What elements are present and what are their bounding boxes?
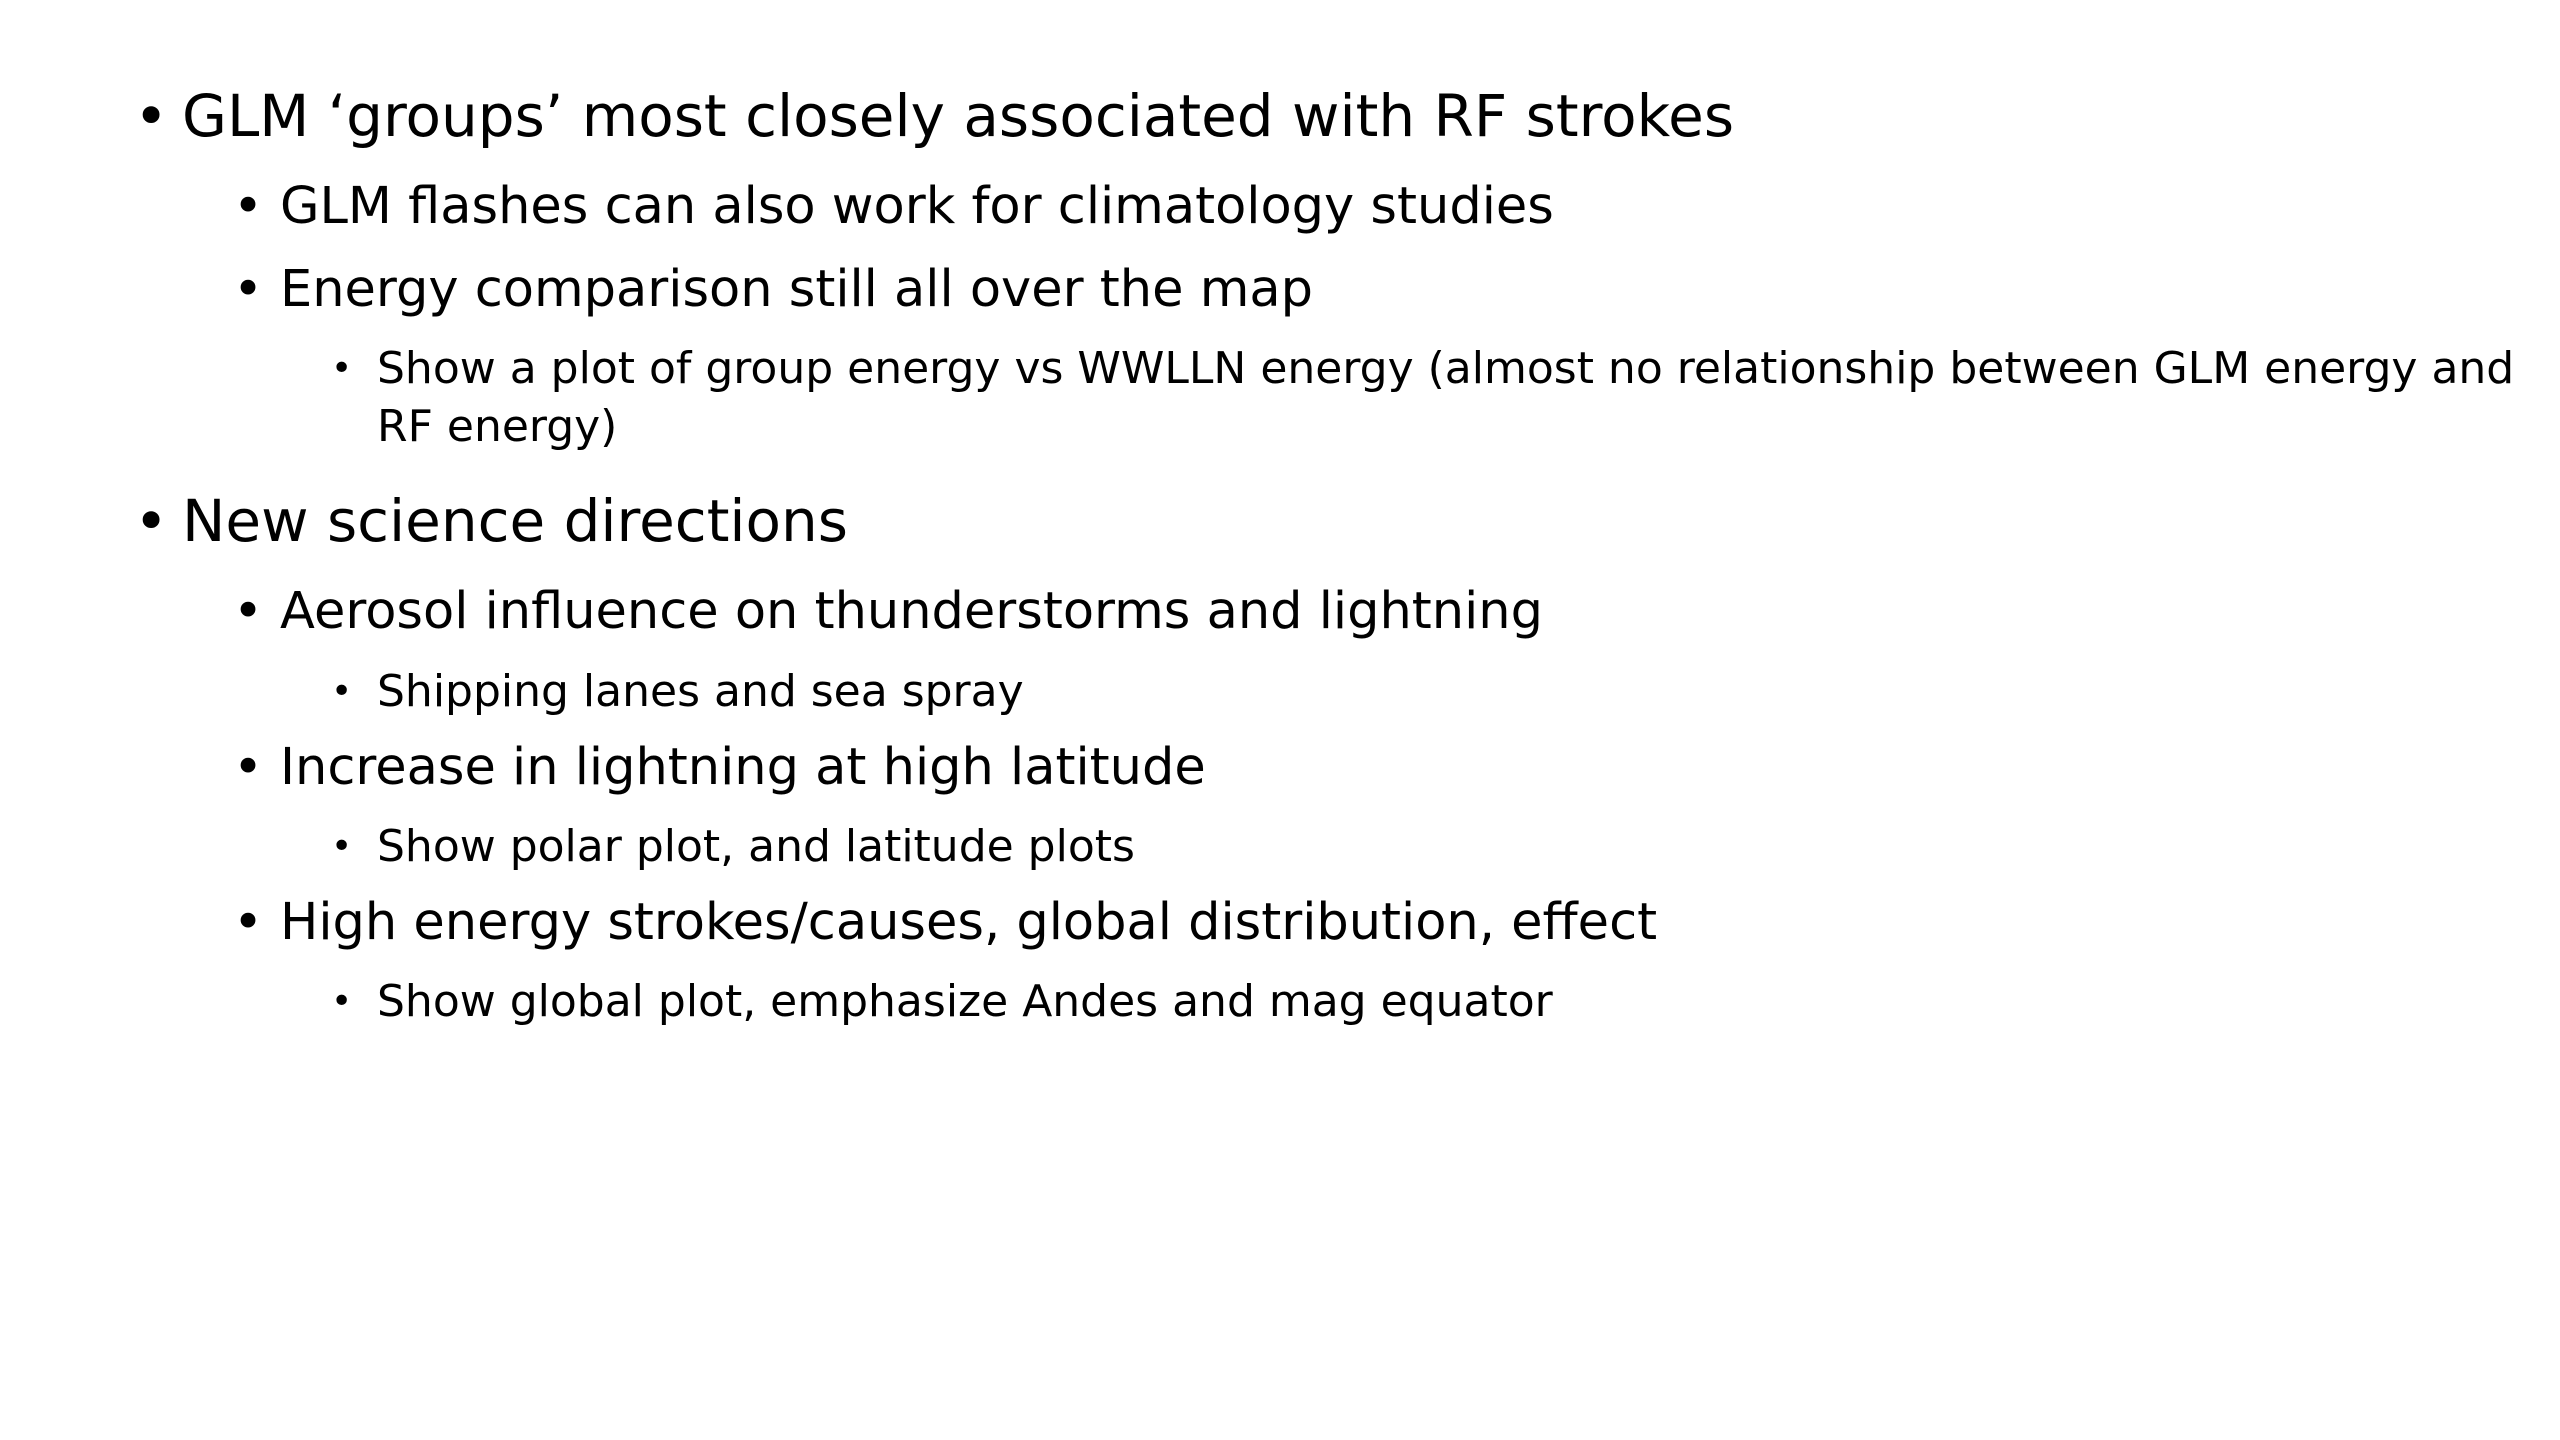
bullet-dot-icon: •: [134, 487, 169, 555]
bullet-dot-icon: •: [331, 348, 353, 389]
bullet-text: High energy strokes/causes, global distribution, effect: [280, 893, 1658, 952]
bullet-dot-icon: •: [233, 893, 264, 952]
bullet-dot-icon: •: [331, 826, 353, 867]
bullet-new-science: [134, 485, 849, 557]
bullet-dot-icon: •: [331, 981, 353, 1022]
bullet-dot-icon: •: [233, 177, 264, 236]
bullet-text: Show global plot, emphasize Andes and mag equator: [377, 976, 1553, 1027]
bullet-aerosol: [233, 580, 1543, 644]
bullet-energy-comparison: [233, 258, 1313, 322]
bullet-shipping-lanes: [331, 663, 1024, 721]
bullet-dot-icon: •: [233, 738, 264, 797]
bullet-text: Shipping lanes and sea spray: [377, 666, 1024, 717]
bullet-text: GLM ‘groups’ most closely associated with RF strokes: [182, 82, 1735, 150]
bullet-group-energy-plot: [331, 340, 2557, 456]
bullet-glm-groups: [134, 80, 1735, 152]
bullet-text: New science directions: [182, 487, 849, 555]
bullet-high-latitude: [233, 736, 1206, 800]
bullet-dot-icon: •: [233, 582, 264, 641]
bullet-text: GLM flashes can also work for climatology studies: [280, 177, 1554, 236]
bullet-glm-flashes: [233, 175, 1554, 239]
bullet-text: Aerosol influence on thunderstorms and lightning: [280, 582, 1543, 641]
bullet-dot-icon: •: [331, 671, 353, 712]
bullet-text: Show a plot of group energy vs WWLLN energy (almost no relationship between GLM energy and RF energy): [377, 343, 2515, 452]
bullet-dot-icon: •: [233, 260, 264, 319]
bullet-high-energy: [233, 891, 1658, 955]
bullet-text: Energy comparison still all over the map: [280, 260, 1313, 319]
bullet-text: Increase in lightning at high latitude: [280, 738, 1206, 797]
bullet-global-plot: [331, 973, 1553, 1031]
bullet-dot-icon: •: [134, 82, 169, 150]
bullet-polar-plot: [331, 818, 1135, 876]
bullet-text: Show polar plot, and latitude plots: [377, 821, 1135, 872]
